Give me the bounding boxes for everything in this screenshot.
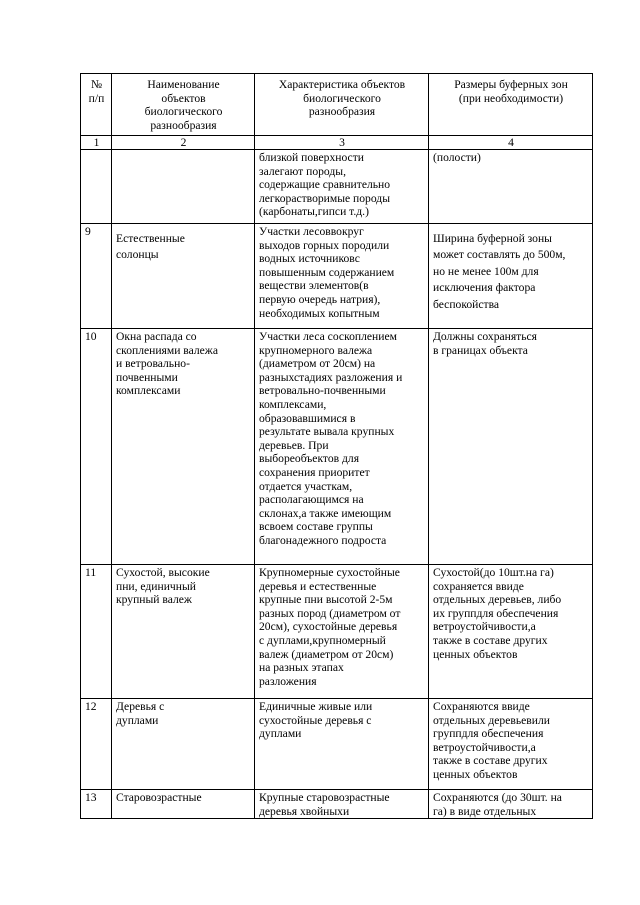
- table-row: [81, 699, 593, 790]
- object-characteristic: Крупные старовозрастные деревья хвойныхи: [255, 790, 429, 819]
- object-name: Окна распада со скоплениями валежа и ветровально- почвенными комплексами: [112, 329, 255, 565]
- object-name: Естественные солонцы: [112, 224, 255, 329]
- buffer-zone-size: Сохраняются ввиде отдельных деревьевили группдля обеспечения ветроустойчивости,а также в составе других ценных объектов: [429, 699, 593, 790]
- table-row: [81, 565, 593, 699]
- object-characteristic: Единичные живые или сухостойные деревья с дуплами: [255, 699, 429, 790]
- table-row: [81, 790, 593, 819]
- object-characteristic: близкой поверхности залегают породы, содержащие сравнительно легкорастворимые породы (карбонаты,гипси т.д.): [255, 150, 429, 224]
- table-row: [81, 329, 593, 565]
- header-buffer-zone: Размеры буферных зон (при необходимости): [429, 74, 593, 136]
- object-characteristic: Крупномерные сухостойные деревья и естественные крупные пни высотой 2-5м разных пород (диаметром от 20см), сухостойные деревья с дуплами,крупномерный валеж (диаметром от 20см) на разных этапах разложения: [255, 565, 429, 699]
- object-characteristic: Участки леса соскоплением крупномерного валежа (диаметром от 20см) на разныхстадиях разложения и ветровально-почвенными комплексами, образовавшимися в результате вывала крупных деревьев. При выбореобъектов для сохранения приоритет отдается участкам, располагающимся на склонах,а также имеющим всвоем составе группы благонадежного подроста: [255, 329, 429, 565]
- header-characteristic: Характеристика объектов биологического разнообразия: [255, 74, 429, 136]
- column-number: 1: [81, 136, 112, 150]
- object-name: [112, 150, 255, 224]
- column-number: 4: [429, 136, 593, 150]
- header-number: № п/п: [81, 74, 112, 136]
- buffer-zone-size: Ширина буферной зоны может составлять до 500м, но не менее 100м для исключения фактора беспокойства: [429, 224, 593, 329]
- table-row: [81, 224, 593, 329]
- object-characteristic: Участки лесоввокруг выходов горных породили водных источниковс повышенным содержанием веществи элементов(в первую очередь натрия), необходимых копытным: [255, 224, 429, 329]
- row-number: 10: [81, 329, 112, 565]
- table-header-row: [81, 74, 593, 136]
- biodiversity-objects-table: [80, 73, 593, 819]
- object-name: Деревья с дуплами: [112, 699, 255, 790]
- row-number: 12: [81, 699, 112, 790]
- buffer-zone-size: Сохраняются (до 30шт. на га) в виде отдельных: [429, 790, 593, 819]
- object-name: Старовозрастные: [112, 790, 255, 819]
- header-object-name: Наименование объектов биологического разнообразия: [112, 74, 255, 136]
- column-number: 3: [255, 136, 429, 150]
- table-row: [81, 150, 593, 224]
- row-number: 13: [81, 790, 112, 819]
- object-name: Сухостой, высокие пни, единичный крупный валеж: [112, 565, 255, 699]
- column-number: 2: [112, 136, 255, 150]
- buffer-zone-size: Сухостой(до 10шт.на га) сохраняется ввиде отдельных деревьев, либо их группдля обеспечения ветроустойчивости,а также в составе других ценных объектов: [429, 565, 593, 699]
- column-number-row: [81, 136, 593, 150]
- buffer-zone-size: Должны сохраняться в границах объекта: [429, 329, 593, 565]
- buffer-zone-size: (полости): [429, 150, 593, 224]
- row-number: 9: [81, 224, 112, 329]
- row-number: [81, 150, 112, 224]
- row-number: 11: [81, 565, 112, 699]
